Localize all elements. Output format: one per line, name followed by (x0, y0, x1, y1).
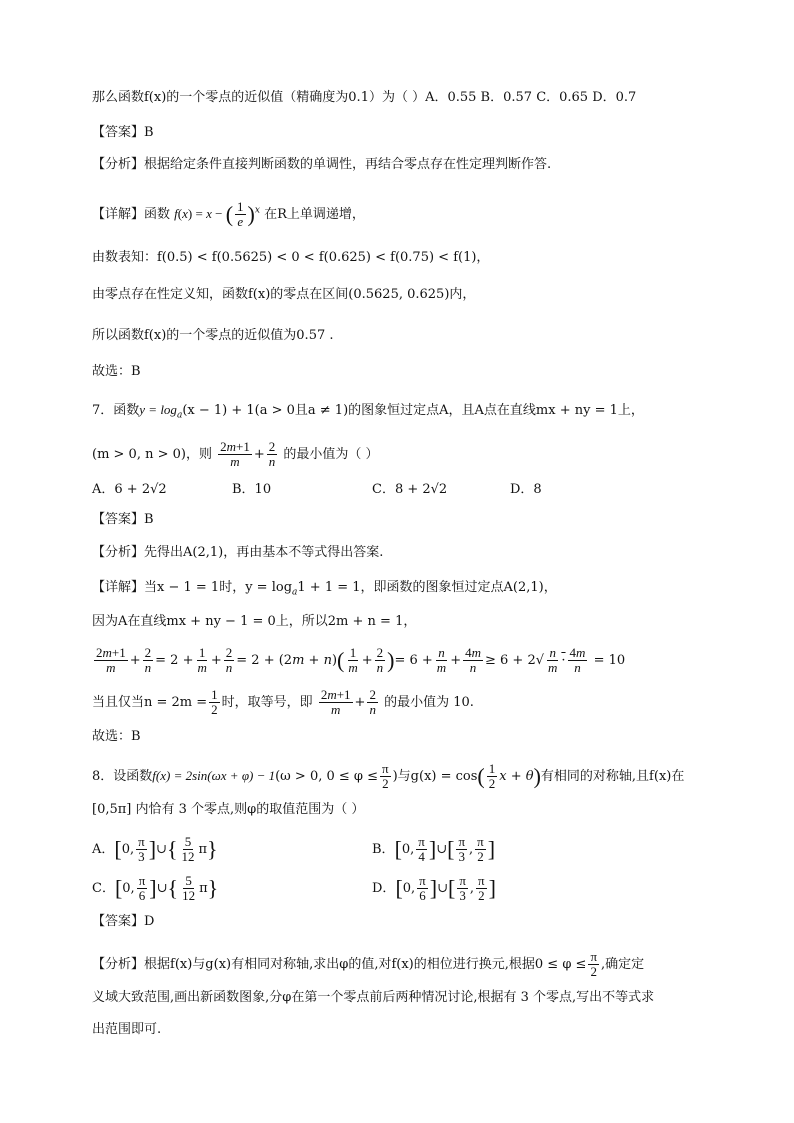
q8-option-a: A．[0, $\frac{\pi}{3}$ ]∪{ $\frac{5}{12}$ π} (92, 834, 218, 864)
q8-option-d: D．[0, $\frac{\pi}{6}$ ]∪[ $\frac{\pi}{3}$ , $\frac{\pi}{2}$ ] (372, 873, 496, 903)
q8-option-b: B．[0, $\frac{\pi}{4}$ ]∪[ $\frac{\pi}{3}$ , $\frac{\pi}{2}$ ] (372, 834, 496, 864)
q7-analysis: 【分析】先得出A(2,1)，再由基本不等式得出答案. (92, 545, 384, 560)
q7-stem1: 7．函数$y = \log_a(x - 1) + 1(a > 0$且a ≠ 1)的图象恒过定点A，且A点在直线mx + ny = 1上， (92, 402, 644, 421)
q7-detail2: 因为A在直线mx + ny − 1 = 0上，所以2m + n = 1， (92, 614, 417, 629)
q6-question: 那么函数f(x)的一个零点的近似值（精确度为0.1）为（ ）A．0.55 B．0.57 C．0.65 D．0.7 (92, 90, 637, 105)
q7-option-c: C．8 + 2√2 (372, 482, 448, 497)
q6-analysis: 【分析】根据给定条件直接判断函数的单调性，再结合零点存在性定理判断作答. (92, 157, 552, 172)
q8-answer: 【答案】D (92, 914, 155, 929)
q7-option-a: A．6 + 2√2 (92, 482, 167, 497)
q8-stem2: [0,5π] 内恰有 3 个零点,则φ的取值范围为（ ） (92, 802, 365, 817)
q7-equality: 当且仅当n = 2m = $\frac{1}{2}$ 时，取等号，即 $\frac{2m+1}{m}$ + $\frac{2}{n}$ 的最小值为 10. (92, 687, 474, 717)
q7-stem2: (m > 0, n > 0)，则 $\frac{2m+1}{m}$ + $\frac{2}{n}$ 的最小值为（ ） (92, 439, 379, 469)
q8-analysis1: 【分析】根据f(x)与g(x)有相同对称轴,求出φ的值,对f(x)的相位进行换元,根据0 ≤ φ ≤ $\frac{\pi}{2}$ ,确定定 (92, 949, 645, 979)
q6-choose: 故选：B (92, 364, 141, 379)
q7-inequality: $\frac{2m+1}{m}$ + $\frac{2}{n}$ = 2 + $\frac{1}{m}$ + $\frac{2}{n}$ = 2 + (2m + n)( $\frac{1}{m}$ + $\frac{2}{n}$ )= 6 + $\frac{n}{m}$ + $\frac{4m}{n}$ ≥ 6 + 2√ $\frac{n}{m}$ · $\frac{4m}{n}$ = 10 (96, 645, 626, 675)
q7-option-b: B．10 (232, 482, 272, 497)
q8-option-c: C．[0, $\frac{\pi}{6}$ ]∪{ $\frac{5}{12}$ π} (92, 873, 219, 903)
q6-detail: 【详解】函数 f(x) = x − ( $\frac{1}{e}$ )$^x$ 在R上单调递增， (92, 199, 365, 229)
q8-stem1: 8．设函数f(x) = 2sin(ωx + φ) − 1(ω > 0, 0 ≤ φ ≤ $\frac{\pi}{2}$ )与g(x) = cos( $\frac{1}{2}$ x + θ)有相同的对称轴,且f(x)在 (92, 761, 685, 791)
q7-detail1: 【详解】当x − 1 = 1时，$y = \log_a1 + 1 = 1$，即函数的图象恒过定点A(2,1)， (92, 580, 557, 598)
q6-table: 由数表知：f(0.5) < f(0.5625) < 0 < f(0.625) < f(0.75) < f(1)， (92, 250, 490, 265)
q6-zero: 由零点存在性定义知，函数f(x)的零点在区间(0.5625, 0.625)内， (92, 287, 476, 302)
q8-analysis3: 出范围即可. (92, 1022, 162, 1037)
q7-option-d: D．8 (510, 482, 542, 497)
q6-approx: 所以函数f(x)的一个零点的近似值为0.57 . (92, 328, 334, 343)
q7-answer: 【答案】B (92, 512, 154, 527)
q6-answer: 【答案】B (92, 125, 154, 140)
q7-choose: 故选：B (92, 729, 141, 744)
q8-analysis2: 义域大致范围,画出新函数图象,分φ在第一个零点前后两种情况讨论,根据有 3 个零点,写出不等式求 (92, 990, 655, 1005)
